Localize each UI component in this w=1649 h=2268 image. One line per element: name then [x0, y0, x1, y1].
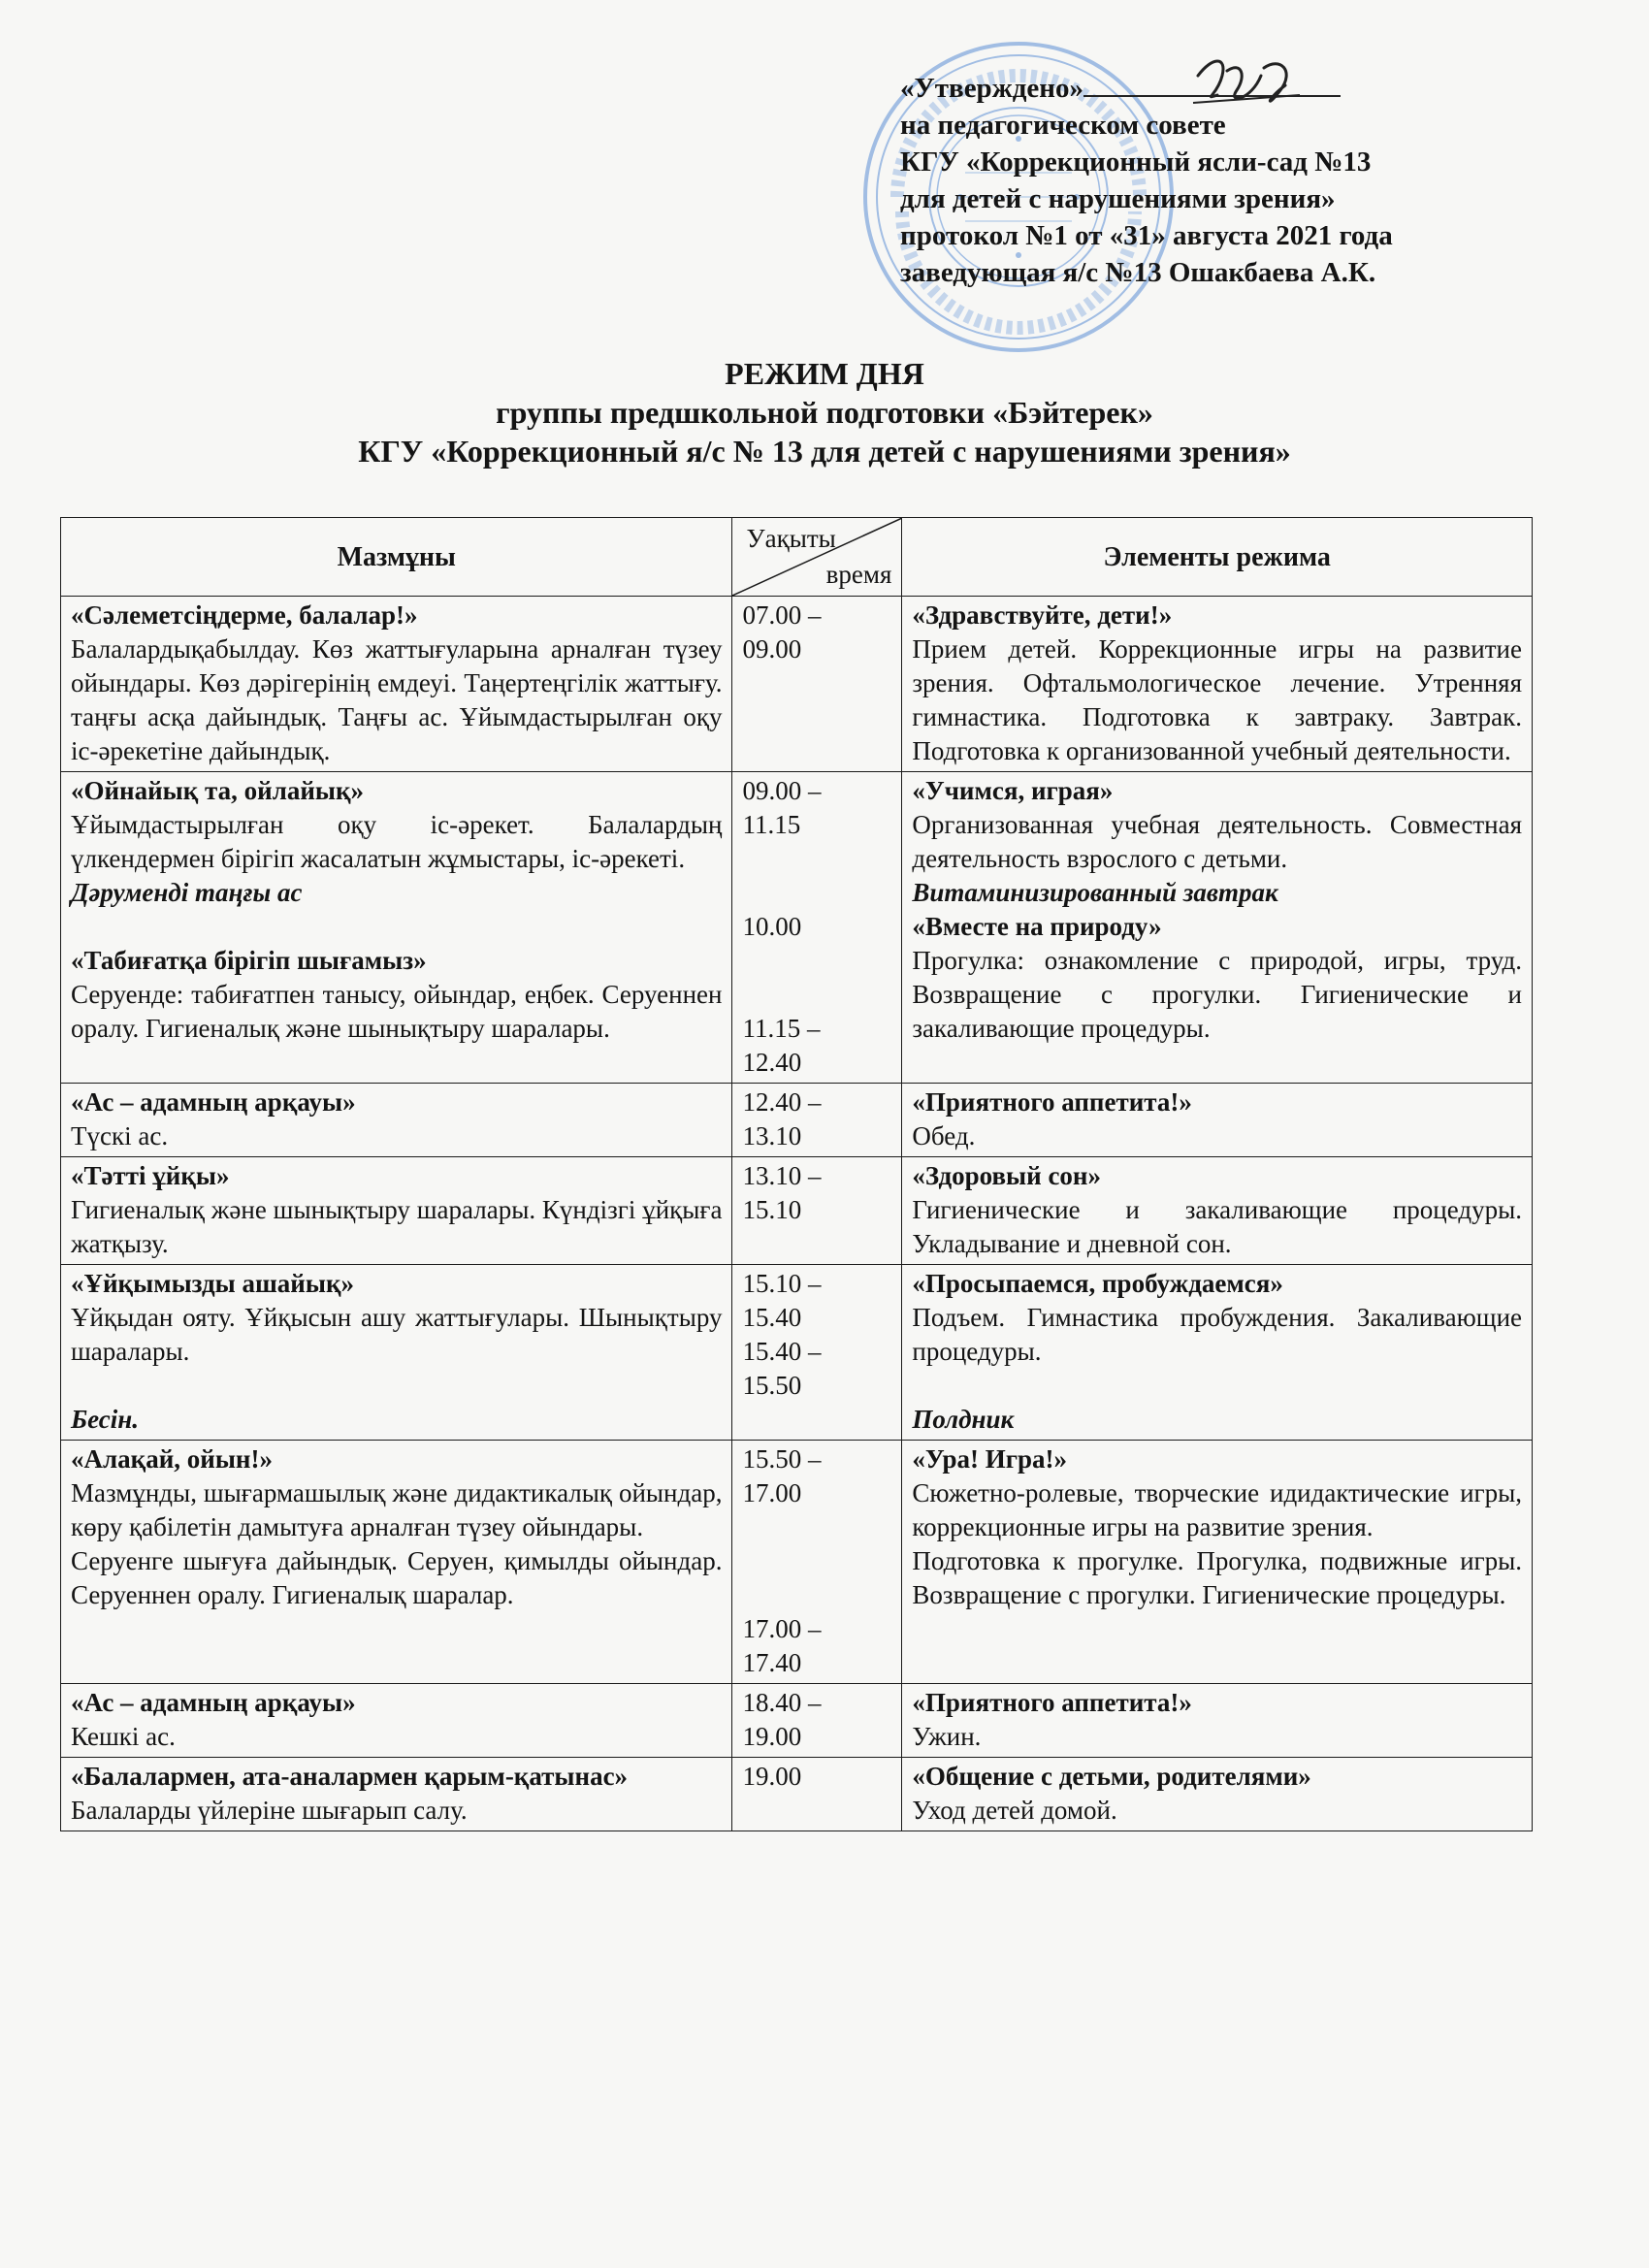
table-row — [61, 1441, 1533, 1684]
table-row — [61, 1684, 1533, 1758]
approval-heading: «Утверждено» — [900, 73, 1083, 104]
time-cell — [732, 1441, 902, 1684]
ru-text: Ужин. — [912, 1722, 982, 1751]
kz-text: Ұйқыдан ояту. Ұйқысын ашу жаттығулары. Шынықтыру шаралары. — [71, 1303, 723, 1366]
kz-title: «Ойнайық та, ойлайық» — [71, 776, 365, 805]
ru-text: Обед. — [912, 1121, 976, 1150]
header-time-ru: время — [825, 560, 892, 589]
ru-text: Подъем. Гимнастика пробуждения. Закаливающие процедуры. — [912, 1303, 1522, 1366]
approval-line-5: заведующая я/с №13 Ошакбаева А.К. — [900, 257, 1376, 288]
time-vitamin: 10.00 — [742, 912, 802, 941]
time-cell — [732, 1157, 902, 1265]
time-value: 09.00 – 11.15 — [742, 776, 822, 839]
ru-cell — [902, 772, 1533, 1084]
ru-cell — [902, 1265, 1533, 1441]
time-value: 13.10 – 15.10 — [742, 1161, 822, 1224]
ru-title: «Приятного аппетита!» — [912, 1688, 1192, 1717]
time-value: 19.00 — [742, 1762, 802, 1791]
approval-heading-line — [900, 70, 1393, 107]
time-cell — [732, 1684, 902, 1758]
kz-text: Мазмұнды, шығармашылық және дидактикалық ойындар, көру қабілетін дамытуға арналған түзеу ойындары. — [71, 1478, 723, 1541]
ru-text: Уход детей домой. — [912, 1796, 1117, 1825]
time-value: 07.00 – 09.00 — [742, 600, 822, 664]
ru-text: Прием детей. Коррекционные игры на развитие зрения. Офтальмологическое лечение. Утренняя гимнастика. Подготовка к завтраку. Завтрак. Подготовка к организованной учебный деятельности. — [912, 634, 1522, 765]
approval-line-2: КГУ «Коррекционный ясли-сад №13 — [900, 146, 1372, 178]
signature-line — [1083, 72, 1341, 97]
time-value-2: 15.40 – 15.50 — [742, 1337, 822, 1400]
ru-title-2: «Вместе на природу» — [912, 912, 1162, 941]
title-main: РЕЖИМ ДНЯ — [725, 356, 924, 391]
ru-text: Гигиенические и закаливающие процедуры. Укладывание и дневной сон. — [912, 1195, 1522, 1258]
kz-text-2: Серуенде: табиғатпен танысу, ойындар, еңбек. Серуеннен оралу. Гигиеналық және шынықтыру шаралары. — [71, 980, 723, 1043]
kz-cell — [61, 772, 732, 1084]
ru-title: «Учимся, играя» — [912, 776, 1114, 805]
kz-title: «Сәлеметсіңдерме, балалар!» — [71, 600, 418, 630]
title-sub-2: КГУ «Коррекционный я/с № 13 для детей с нарушениями зрения» — [358, 434, 1291, 469]
approval-line-4: протокол №1 от «31» августа 2021 года — [900, 220, 1393, 251]
ru-title: «Общение с детьми, родителями» — [912, 1762, 1311, 1791]
ru-cell — [902, 597, 1533, 772]
table-row — [61, 1084, 1533, 1157]
kz-title: «Балалармен, ата-аналармен қарым-қатынас» — [71, 1762, 629, 1791]
title-sub-1: группы предшкольной подготовки «Бэйтерек» — [496, 395, 1153, 430]
ru-text: Сюжетно-ролевые, творческие идидактические игры, коррекционные игры на развитие зрения. — [912, 1478, 1522, 1541]
table-row — [61, 772, 1533, 1084]
ru-text-2: Прогулка: ознакомление с природой, игры, труд. Возвращение с прогулки. Гигиенические и закаливающие процедуры. — [912, 946, 1522, 1043]
table-row — [61, 1758, 1533, 1831]
header-time — [732, 518, 902, 597]
kz-text: Кешкі ас. — [71, 1722, 176, 1751]
time-value-2: 11.15 – 12.40 — [742, 1014, 821, 1077]
kz-cell — [61, 1084, 732, 1157]
kz-cell — [61, 597, 732, 772]
kz-text: Ұйымдастырылған оқу іс-әрекет. Балалардың үлкендермен бірігіп жасалатын жұмыстары, іс-әрекеті. — [71, 810, 723, 873]
kz-title-2: «Табиғатқа бірігіп шығамыз» — [71, 946, 427, 975]
time-cell — [732, 1758, 902, 1831]
kz-cell — [61, 1441, 732, 1684]
table-row — [61, 597, 1533, 772]
kz-cell — [61, 1684, 732, 1758]
kz-text-2: Серуенге шығуға дайындық. Серуен, қимылды ойындар. Серуеннен оралу. Гигиеналық шаралар. — [71, 1546, 723, 1609]
ru-title: «Здравствуйте, дети!» — [912, 600, 1173, 630]
kz-afternoon-snack: Бесін. — [71, 1405, 140, 1434]
table-row — [61, 1265, 1533, 1441]
kz-cell — [61, 1758, 732, 1831]
ru-text-2: Подготовка к прогулке. Прогулка, подвижные игры. Возвращение с прогулки. Гигиенические процедуры. — [912, 1546, 1522, 1609]
approval-line-1: на педагогическом совете — [900, 110, 1226, 141]
kz-title: «Ұйқымызды ашайық» — [71, 1269, 355, 1298]
daily-schedule-table — [60, 517, 1533, 1831]
kz-text: Балаларды үйлеріне шығарып салу. — [71, 1796, 468, 1825]
ru-title: «Здоровый сон» — [912, 1161, 1101, 1190]
kz-cell — [61, 1265, 732, 1441]
header-elements-ru: Элементы режима — [902, 518, 1533, 597]
header-content-kz: Мазмұны — [61, 518, 732, 597]
ru-cell — [902, 1157, 1533, 1265]
time-cell — [732, 597, 902, 772]
time-value: 15.10 – 15.40 — [742, 1269, 822, 1332]
ru-cell — [902, 1084, 1533, 1157]
kz-title: «Ас – адамның арқауы» — [71, 1087, 356, 1117]
kz-text: Гигиеналық және шынықтыру шаралары. Күндізгі ұйқыға жатқызу. — [71, 1195, 723, 1258]
approval-block — [900, 70, 1393, 291]
time-value: 18.40 – 19.00 — [742, 1688, 822, 1751]
ru-text: Организованная учебная деятельность. Совместная деятельность взрослого с детьми. — [912, 810, 1522, 873]
time-cell — [732, 1265, 902, 1441]
ru-title: «Просыпаемся, пробуждаемся» — [912, 1269, 1283, 1298]
time-value-2: 17.00 – 17.40 — [742, 1614, 822, 1677]
approval-line-3: для детей с нарушениями зрения» — [900, 183, 1336, 214]
ru-vitamin: Витаминизированный завтрак — [912, 878, 1278, 907]
time-cell — [732, 772, 902, 1084]
kz-text: Балалардықабылдау. Көз жаттығуларына арналған түзеу ойындары. Көз дәрігерінің емдеуі. Таңертеңгілік жаттығу. таңғы асқа дайындық. Таңғы ас. Ұйымдастырылған оқу іс-әрекетіне дайындық. — [71, 634, 723, 765]
ru-title: «Приятного аппетита!» — [912, 1087, 1192, 1117]
header-time-kz: Уақыты — [746, 524, 836, 553]
kz-title: «Ас – адамның арқауы» — [71, 1688, 356, 1717]
ru-cell — [902, 1441, 1533, 1684]
ru-cell — [902, 1684, 1533, 1758]
ru-cell — [902, 1758, 1533, 1831]
document-title — [0, 354, 1649, 470]
time-cell — [732, 1084, 902, 1157]
kz-text: Түскі ас. — [71, 1121, 169, 1150]
kz-vitamin: Дәруменді таңғы ас — [71, 878, 303, 907]
table-row — [61, 1157, 1533, 1265]
kz-title: «Алақай, ойын!» — [71, 1444, 273, 1474]
ru-title: «Ура! Игра!» — [912, 1444, 1068, 1474]
time-value: 12.40 – 13.10 — [742, 1087, 822, 1150]
table-header-row — [61, 518, 1533, 597]
ru-afternoon-snack: Полдник — [912, 1405, 1015, 1434]
kz-title: «Тәтті ұйқы» — [71, 1161, 230, 1190]
kz-cell — [61, 1157, 732, 1265]
time-value: 15.50 – 17.00 — [742, 1444, 822, 1507]
